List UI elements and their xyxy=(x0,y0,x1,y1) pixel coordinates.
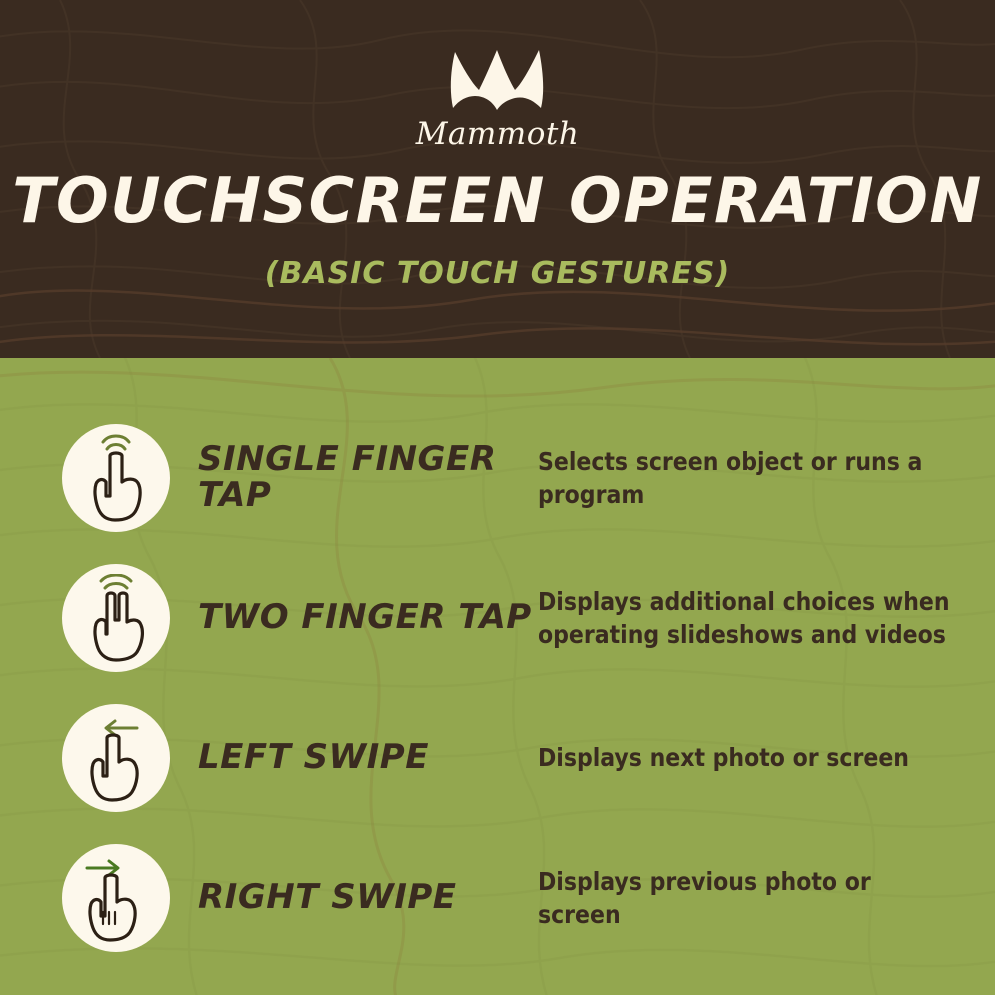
gesture-list xyxy=(0,358,995,968)
page-title: TOUCHSCREEN OPERATION xyxy=(12,164,983,237)
gesture-description: Selects screen object or runs a program xyxy=(538,446,923,509)
left-swipe-icon xyxy=(62,704,170,812)
crown-icon xyxy=(441,42,553,114)
right-swipe-icon xyxy=(62,844,170,952)
single-finger-tap-icon xyxy=(62,424,170,532)
brand-logo xyxy=(416,42,580,152)
gesture-description: Displays additional choices when operating slideshows and videos xyxy=(538,586,950,649)
gesture-description: Displays next photo or screen xyxy=(538,743,909,773)
gesture-description: Displays previous photo or screen xyxy=(538,866,871,929)
gesture-name: TWO FINGER TAP xyxy=(198,597,532,638)
list-item xyxy=(0,548,995,688)
two-finger-tap-icon xyxy=(62,564,170,672)
list-item xyxy=(0,688,995,828)
list-item xyxy=(0,408,995,548)
header-content xyxy=(0,0,995,291)
brand-name: Mammoth xyxy=(415,116,580,152)
poster-body xyxy=(0,358,995,995)
gesture-name: LEFT SWIPE xyxy=(198,737,429,778)
page-subtitle: (BASIC TOUCH GESTURES) xyxy=(264,256,731,291)
gesture-name: SINGLE FINGER TAP xyxy=(198,439,497,515)
list-item xyxy=(0,828,995,968)
poster-header xyxy=(0,0,995,358)
gesture-name: RIGHT SWIPE xyxy=(198,877,457,918)
